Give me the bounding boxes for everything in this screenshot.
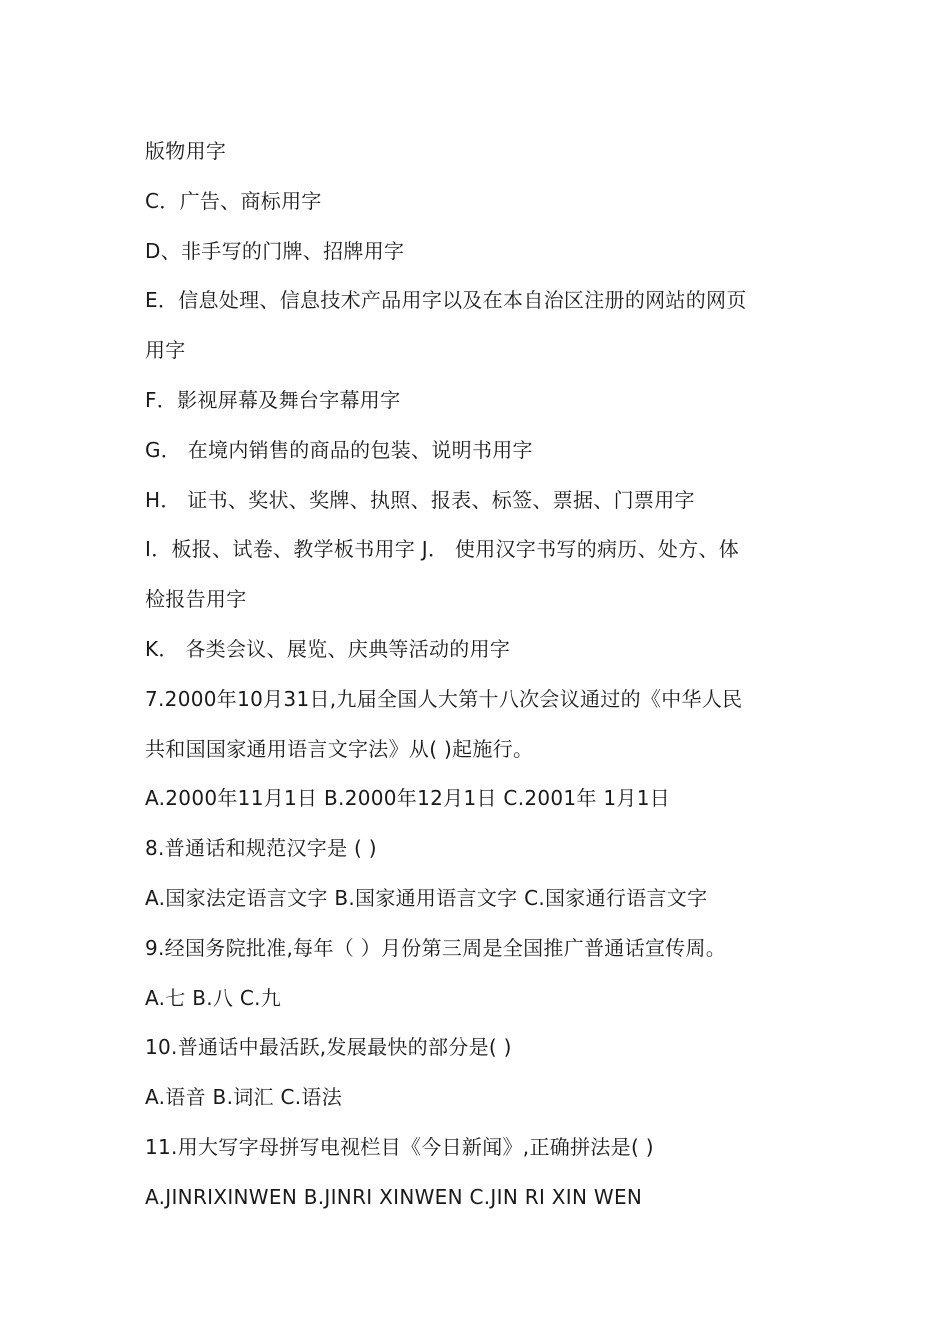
- option-j-continued: 检报告用字: [145, 587, 247, 612]
- text-line: 版物用字: [145, 139, 227, 163]
- option-g: G． 在境内销售的商品的包装、说明书用字: [145, 437, 533, 462]
- question-10: 10.普通话中最活跃,发展最快的部分是( ): [145, 1035, 512, 1060]
- question-11-options: A.JINRIXINWEN B.JINRI XINWEN C.JIN RI XIN WEN: [145, 1184, 643, 1209]
- option-k: K． 各类会议、展览、庆典等活动的用字: [145, 636, 511, 661]
- option-e: E．信息处理、信息技术产品用字以及在本自治区注册的网站的网页: [145, 288, 747, 313]
- question-8-options: A.国家法定语言文字 B.国家通用语言文字 C.国家通行语言文字: [145, 885, 708, 910]
- question-7-continued: 共和国国家通用语言文字法》从( )起施行。: [145, 736, 534, 761]
- option-i-j: I．板报、试卷、教学板书用字 J． 使用汉字书写的病历、处方、体: [145, 537, 740, 562]
- option-f: F．影视屏幕及舞台字幕用字: [145, 387, 401, 412]
- option-c: C．广告、商标用字: [145, 188, 322, 213]
- question-9: 9.经国务院批准,每年（ ）月份第三周是全国推广普通话宣传周。: [145, 935, 727, 960]
- question-7: 7.2000年10月31日,九届全国人大第十八次会议通过的《中华人民: [145, 686, 743, 711]
- question-8: 8.普通话和规范汉字是 ( ): [145, 836, 377, 861]
- question-11: 11.用大写字母拼写电视栏目《今日新闻》,正确拼法是( ): [145, 1134, 654, 1159]
- question-7-options: A.2000年11月1日 B.2000年12月1日 C.2001年 1月1日: [145, 786, 671, 811]
- option-e-continued: 用字: [145, 338, 186, 363]
- option-h: H． 证书、奖状、奖牌、执照、报表、标签、票据、门票用字: [145, 487, 695, 512]
- option-d: D、非手写的门牌、招牌用字: [145, 238, 405, 263]
- question-10-options: A.语音 B.词汇 C.语法: [145, 1085, 343, 1110]
- document-body: [145, 127, 825, 1223]
- question-9-options: A.七 B.八 C.九: [145, 985, 282, 1010]
